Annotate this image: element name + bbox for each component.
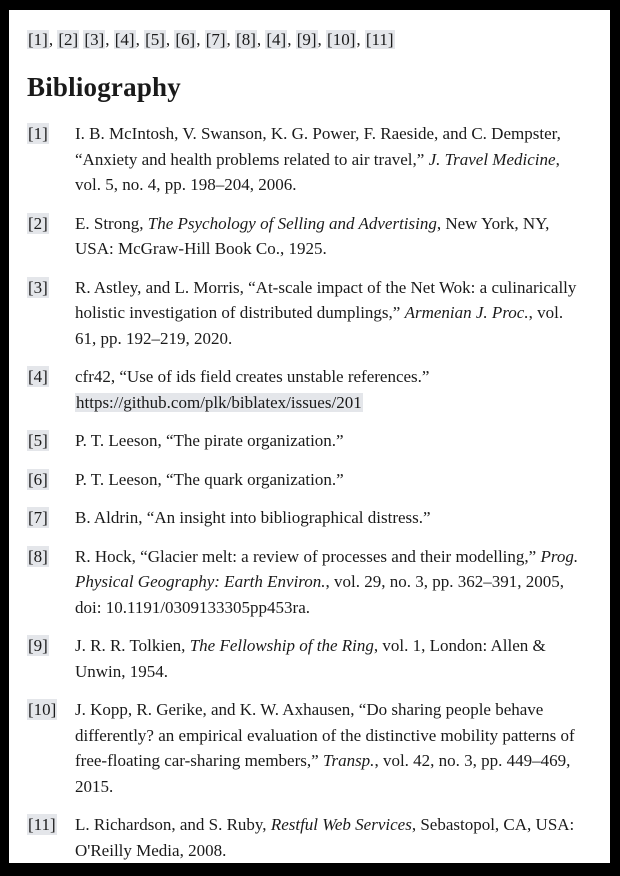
citation-separator: , [317, 30, 327, 49]
citation-ref[interactable]: [1] [28, 30, 48, 49]
citation-ref[interactable]: [4] [266, 30, 287, 49]
entry-segment: J. R. R. Tolkien, [75, 636, 190, 656]
bibliography-entry [27, 364, 586, 415]
entry-segment-italic: Transp. [322, 751, 375, 771]
entry-segment-italic: Armenian J. Proc. [404, 303, 529, 323]
entry-segment: , Sebastopol, CA, USA: O'Reilly Media, 2008. [75, 815, 575, 860]
entry-text [75, 633, 586, 684]
entry-text [75, 697, 586, 799]
entry-segment-italic: J. Travel Medicine [428, 149, 556, 169]
entry-text [75, 121, 586, 198]
entry-segment: E. Strong, [75, 213, 148, 233]
citation-separator: , [105, 30, 114, 49]
entry-segment: B. Aldrin, “An insight into bibliographical distress.” [75, 508, 431, 528]
entry-text [75, 812, 586, 863]
entry-segment-italic: The Fellowship of the Ring [189, 636, 374, 656]
entry-segment: L. Richardson, and S. Ruby, [75, 815, 271, 835]
document-page [9, 10, 610, 863]
entry-label[interactable]: [7] [28, 508, 48, 528]
bibliography-list [27, 121, 586, 863]
citation-ref[interactable]: [11] [365, 30, 394, 49]
entry-label[interactable]: [9] [28, 636, 48, 656]
citation-ref[interactable]: [4] [114, 30, 135, 49]
entry-label[interactable]: [3] [28, 277, 48, 297]
entry-text [75, 211, 586, 262]
entry-label[interactable]: [4] [28, 367, 48, 387]
entry-label[interactable]: [11] [28, 815, 56, 835]
citation-ref[interactable]: [10] [327, 30, 356, 49]
entry-segment: J. Kopp, R. Gerike, and K. W. Axhausen, “Do sharing people behave differently? an empirical evaluation of the distinctive mobility patterns of free-floating car-sharing members,” [75, 700, 575, 771]
bibliography-entry [27, 275, 586, 352]
citation-ref[interactable]: [7] [205, 30, 226, 49]
bibliography-entry [27, 812, 586, 863]
entry-label[interactable]: [1] [28, 124, 48, 144]
entry-label[interactable]: [2] [28, 213, 48, 233]
entry-label[interactable]: [5] [28, 431, 48, 451]
entry-segment: P. T. Leeson, “The pirate organization.” [75, 431, 344, 451]
entry-segment: , vol. 61, pp. 192–219, 2020. [75, 303, 564, 348]
entry-segment: cfr42, “Use of ids field creates unstable references.” [75, 367, 430, 387]
entry-segment: , New York, NY, USA: McGraw-Hill Book Co., 1925. [75, 213, 550, 259]
bibliography-entry [27, 428, 586, 454]
citation-separator: , [256, 30, 266, 49]
entry-text [75, 275, 586, 352]
citation-ref[interactable]: [3] [84, 30, 105, 49]
bibliography-entry [27, 211, 586, 262]
entry-segment-italic: The Psychology of Selling and Advertising [147, 213, 437, 233]
citation-separator: , [135, 30, 145, 49]
entry-segment: , vol. 5, no. 4, pp. 198–204, 2006. [75, 149, 560, 195]
entry-label[interactable]: [10] [28, 700, 57, 720]
entry-segment: R. Astley, and L. Morris, “At-scale impact of the Net Wok: a culinarically holistic investigation of distributed dumplings,” [75, 277, 577, 323]
entry-segment: , vol. 42, no. 3, pp. 449–469, 2015. [75, 751, 571, 796]
citation-ref[interactable]: [5] [145, 30, 165, 49]
bibliography-entry [27, 467, 586, 493]
bibliography-entry [27, 633, 586, 684]
entry-segment-italic: Restful Web Services [270, 815, 412, 835]
entry-segment: I. B. McIntosh, V. Swanson, K. G. Power, F. Raeside, and C. Dempster, “Anxiety and health problems related to air travel,” [75, 124, 561, 169]
citation-separator: , [165, 30, 175, 49]
entry-segment: , vol. 1, London: Allen & Unwin, 1954. [75, 636, 546, 681]
entry-text [75, 428, 586, 454]
entry-label[interactable]: [8] [28, 546, 48, 566]
entry-label[interactable]: [6] [28, 469, 48, 489]
citation-ref[interactable]: [8] [236, 30, 256, 49]
entry-url-link[interactable]: https://github.com/plk/biblatex/issues/201 [76, 392, 362, 412]
citation-separator: , [226, 30, 236, 49]
bibliography-entry [27, 544, 586, 621]
citation-ref[interactable]: [2] [58, 30, 79, 49]
entry-text [75, 505, 586, 531]
entry-text [75, 544, 586, 621]
citation-line [27, 27, 586, 52]
bibliography-entry [27, 505, 586, 531]
citation-separator: , [48, 30, 58, 49]
entry-text [75, 467, 586, 493]
bibliography-heading: Bibliography [27, 72, 181, 102]
entry-text [75, 364, 586, 415]
citation-ref[interactable]: [6] [175, 30, 196, 49]
entry-segment-italic: Prog. Physical Geography: Earth Environ. [75, 546, 579, 592]
entry-segment: , vol. 29, no. 3, pp. 362–391, 2005, doi: 10.1191/0309133305pp453ra. [75, 572, 565, 617]
citation-separator: , [287, 30, 296, 49]
citation-separator: , [196, 30, 205, 49]
entry-segment: P. T. Leeson, “The quark organization.” [75, 469, 344, 489]
citation-ref[interactable]: [9] [296, 30, 317, 49]
bibliography-entry [27, 697, 586, 799]
citation-separator: , [356, 30, 365, 49]
entry-segment: R. Hock, “Glacier melt: a review of processes and their modelling,” [75, 546, 541, 566]
bibliography-entry [27, 121, 586, 198]
